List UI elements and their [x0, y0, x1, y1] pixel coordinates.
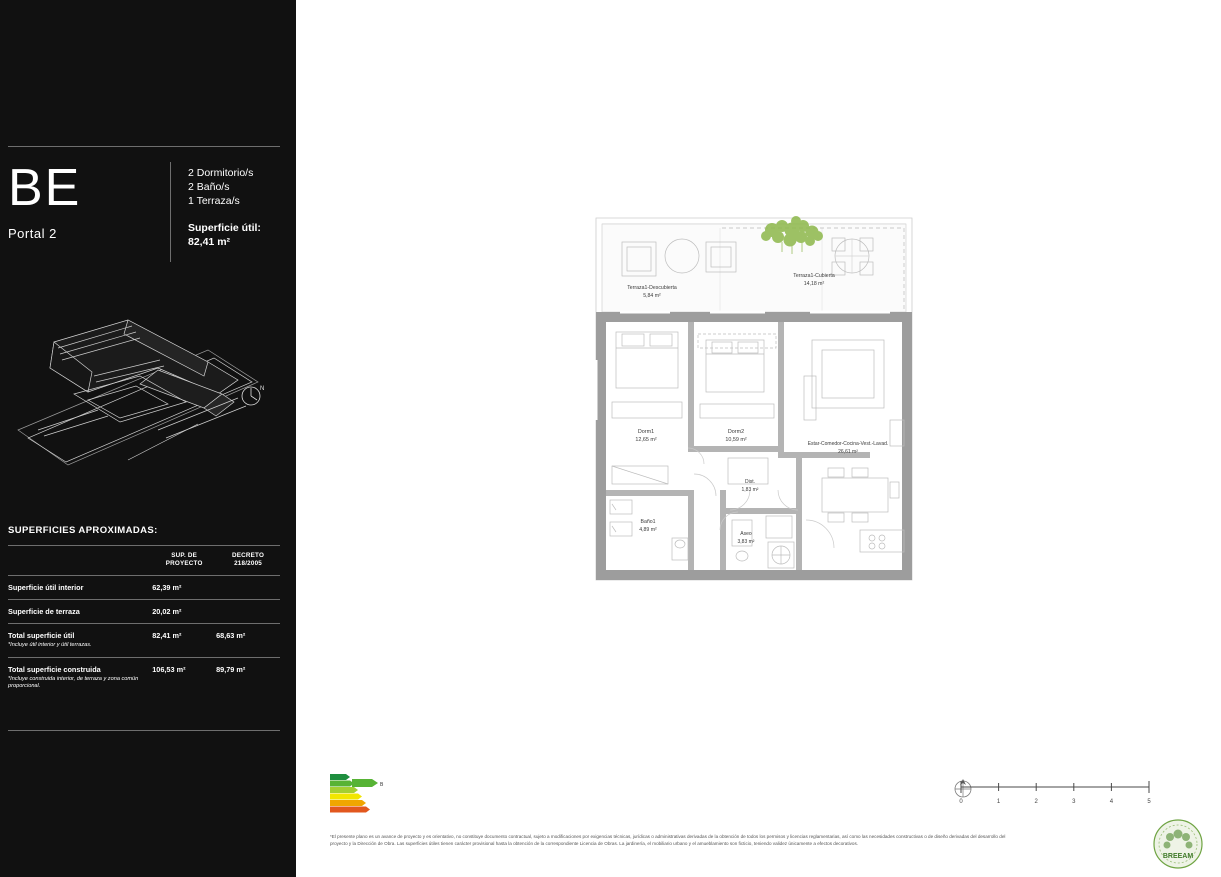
room-label: Aseo — [740, 531, 752, 537]
scale-tick: 4 — [1109, 799, 1114, 805]
areas-title: SUPERFICIES APROXIMADAS: — [8, 525, 158, 536]
spec-terraces: 1 Terraza/s — [188, 195, 240, 207]
scale-ticks — [961, 781, 1149, 793]
breeam-logo — [1152, 818, 1204, 870]
row-note: *Incluye construida interior, de terraza y zona común proporcional. — [8, 675, 139, 689]
building-isometric-illustration — [8, 290, 280, 490]
row-decree-value — [216, 600, 280, 624]
scale-tick-labels — [959, 799, 1151, 805]
row-note: *Incluye útil interior y útil terrazas. — [8, 642, 92, 648]
title-divider-vertical — [170, 162, 171, 262]
spec-bathrooms: 2 Baño/s — [188, 181, 230, 193]
row-decree-value: 68,63 m² — [216, 631, 246, 640]
scale-tick: 1 — [996, 799, 1001, 805]
spec-bedrooms: 2 Dormitorio/s — [188, 167, 254, 179]
energy-rating-arrow — [352, 779, 378, 787]
energy-rating-label — [328, 772, 388, 814]
breeam-label: BREEAM — [1162, 853, 1194, 860]
useful-area-label: Superficie útil: — [188, 222, 261, 234]
table-header-row — [8, 546, 280, 576]
scale-tick: 2 — [1034, 799, 1038, 805]
table-row — [8, 624, 280, 658]
areas-table — [8, 545, 280, 698]
room-label: Dorm2 — [727, 429, 745, 435]
row-decree-value — [216, 576, 280, 600]
row-label: Superficie de terraza — [8, 607, 80, 616]
scale-bar — [955, 775, 1155, 810]
row-label: Superficie útil interior — [8, 583, 84, 592]
room-label: Baño1 — [640, 519, 656, 525]
room-area: 26,61 m² — [838, 449, 858, 455]
table-row — [8, 657, 280, 698]
scale-tick: 3 — [1072, 799, 1076, 805]
portal-label: Portal 2 — [8, 226, 57, 241]
unit-specs — [188, 166, 253, 208]
header-project: SUP. DE PROYECTO — [165, 552, 203, 567]
legal-disclaimer: *El presente plano es un avance de proyecto y es orientativo, no constituye documento contractual, sujeto a modificaciones por exigencias técnicas, jurídicas o administrativas derivadas de la obtención de todos los permisos y licencias reglamentarias, así como las necesidades constructivas o de diseño derivadas del desarrollo del proyecto y la Dirección de Obra. Las superficies útiles tienen carácter provisional hasta la obtención de la correspondiente Licencia de Obras. La jardinería, el mobiliario urbano y el amueblamiento son ficticio, teniendo validez únicamente a efectos decorativos. — [330, 834, 1006, 846]
row-project-value: 20,02 m² — [152, 607, 182, 616]
room-label: Dorm1 — [637, 429, 655, 435]
room-label: Terraza1-Cubierta — [793, 273, 835, 279]
header-blank — [8, 546, 152, 576]
floor-plan-drawing — [560, 190, 980, 610]
room-area: 3,83 m² — [737, 539, 755, 545]
scale-tick: 5 — [1147, 799, 1151, 805]
room-area: 10,59 m² — [725, 437, 747, 443]
row-label: Total superficie construida *Incluye construida interior, de terraza y zona común proporcional. — [8, 657, 152, 698]
row-project-value: 82,41 m² — [152, 631, 182, 640]
left-info-panel — [0, 0, 296, 877]
room-area: 1,83 m² — [741, 487, 759, 493]
svg-text:N: N — [260, 386, 265, 392]
useful-area-block — [188, 221, 261, 249]
table-row — [8, 576, 280, 600]
energy-rating-value: B — [380, 782, 384, 788]
row-project-value: 62,39 m² — [152, 583, 182, 592]
row-project-value: 106,53 m² — [152, 664, 186, 674]
room-area: 4,89 m² — [639, 527, 657, 533]
north-marker-icon — [242, 386, 264, 405]
table-row — [8, 600, 280, 624]
useful-area-value: 82,41 m² — [188, 236, 231, 248]
room-area: 5,84 m² — [643, 293, 661, 299]
room-area: 14,18 m² — [803, 281, 825, 287]
divider-bottom — [8, 730, 280, 731]
divider-top — [8, 146, 280, 147]
room-area: 12,65 m² — [635, 437, 657, 443]
scale-tick: 0 — [959, 799, 963, 805]
room-label: Dist. — [745, 479, 755, 485]
unit-code: BE — [8, 159, 82, 217]
room-label: Estar-Comedor-Cocina-Vest.-Lavad. — [807, 441, 889, 447]
row-label: Total superficie útil *Incluye útil interior y útil terrazas. — [8, 624, 152, 658]
header-decree: DECRETO 218/2005 — [232, 552, 265, 567]
room-label: Terraza1-Descubierta — [627, 285, 677, 291]
row-decree-value: 89,79 m² — [216, 664, 246, 674]
